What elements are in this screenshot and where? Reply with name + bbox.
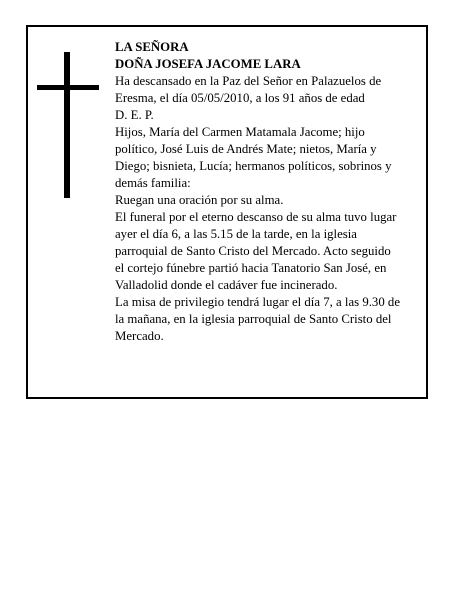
notice-line: El funeral por el eterno descanso de su alma tuvo lugar [115, 210, 397, 224]
notice-line: Hijos, María del Carmen Matamala Jacome; hijo [115, 125, 365, 139]
notice-line: demás familia: [115, 176, 191, 190]
notice-line: La misa de privilegio tendrá lugar el día 7, a las 9.30 de [115, 295, 400, 309]
notice-line: Diego; bisnieta, Lucía; hermanos políticos, sobrinos y [115, 159, 392, 173]
notice-line: Mercado. [115, 329, 164, 343]
notice-line: político, José Luis de Andrés Mate; nietos, María y [115, 142, 377, 156]
notice-line: la mañana, en la iglesia parroquial de Santo Cristo del [115, 312, 392, 326]
notice-title: LA SEÑORA [115, 40, 189, 54]
cross-horizontal-bar [37, 85, 99, 90]
cross-icon [37, 52, 99, 198]
notice-line: parroquial de Santo Cristo del Mercado. Acto seguido [115, 244, 391, 258]
notice-line: ayer el día 6, a las 5.15 de la tarde, en la iglesia [115, 227, 357, 241]
notice-line: D. E. P. [115, 108, 154, 122]
cross-vertical-bar [64, 52, 70, 198]
deceased-name: DOÑA JOSEFA JACOME LARA [115, 57, 301, 71]
notice-text [115, 39, 427, 345]
notice-line: Ruegan una oración por su alma. [115, 193, 284, 207]
notice-line: el cortejo fúnebre partió hacia Tanatorio San José, en [115, 261, 387, 275]
notice-line: Eresma, el día 05/05/2010, a los 91 años de edad [115, 91, 365, 105]
notice-line: Valladolid donde el cadáver fue incinerado. [115, 278, 338, 292]
notice-line: Ha descansado en la Paz del Señor en Palazuelos de [115, 74, 382, 88]
